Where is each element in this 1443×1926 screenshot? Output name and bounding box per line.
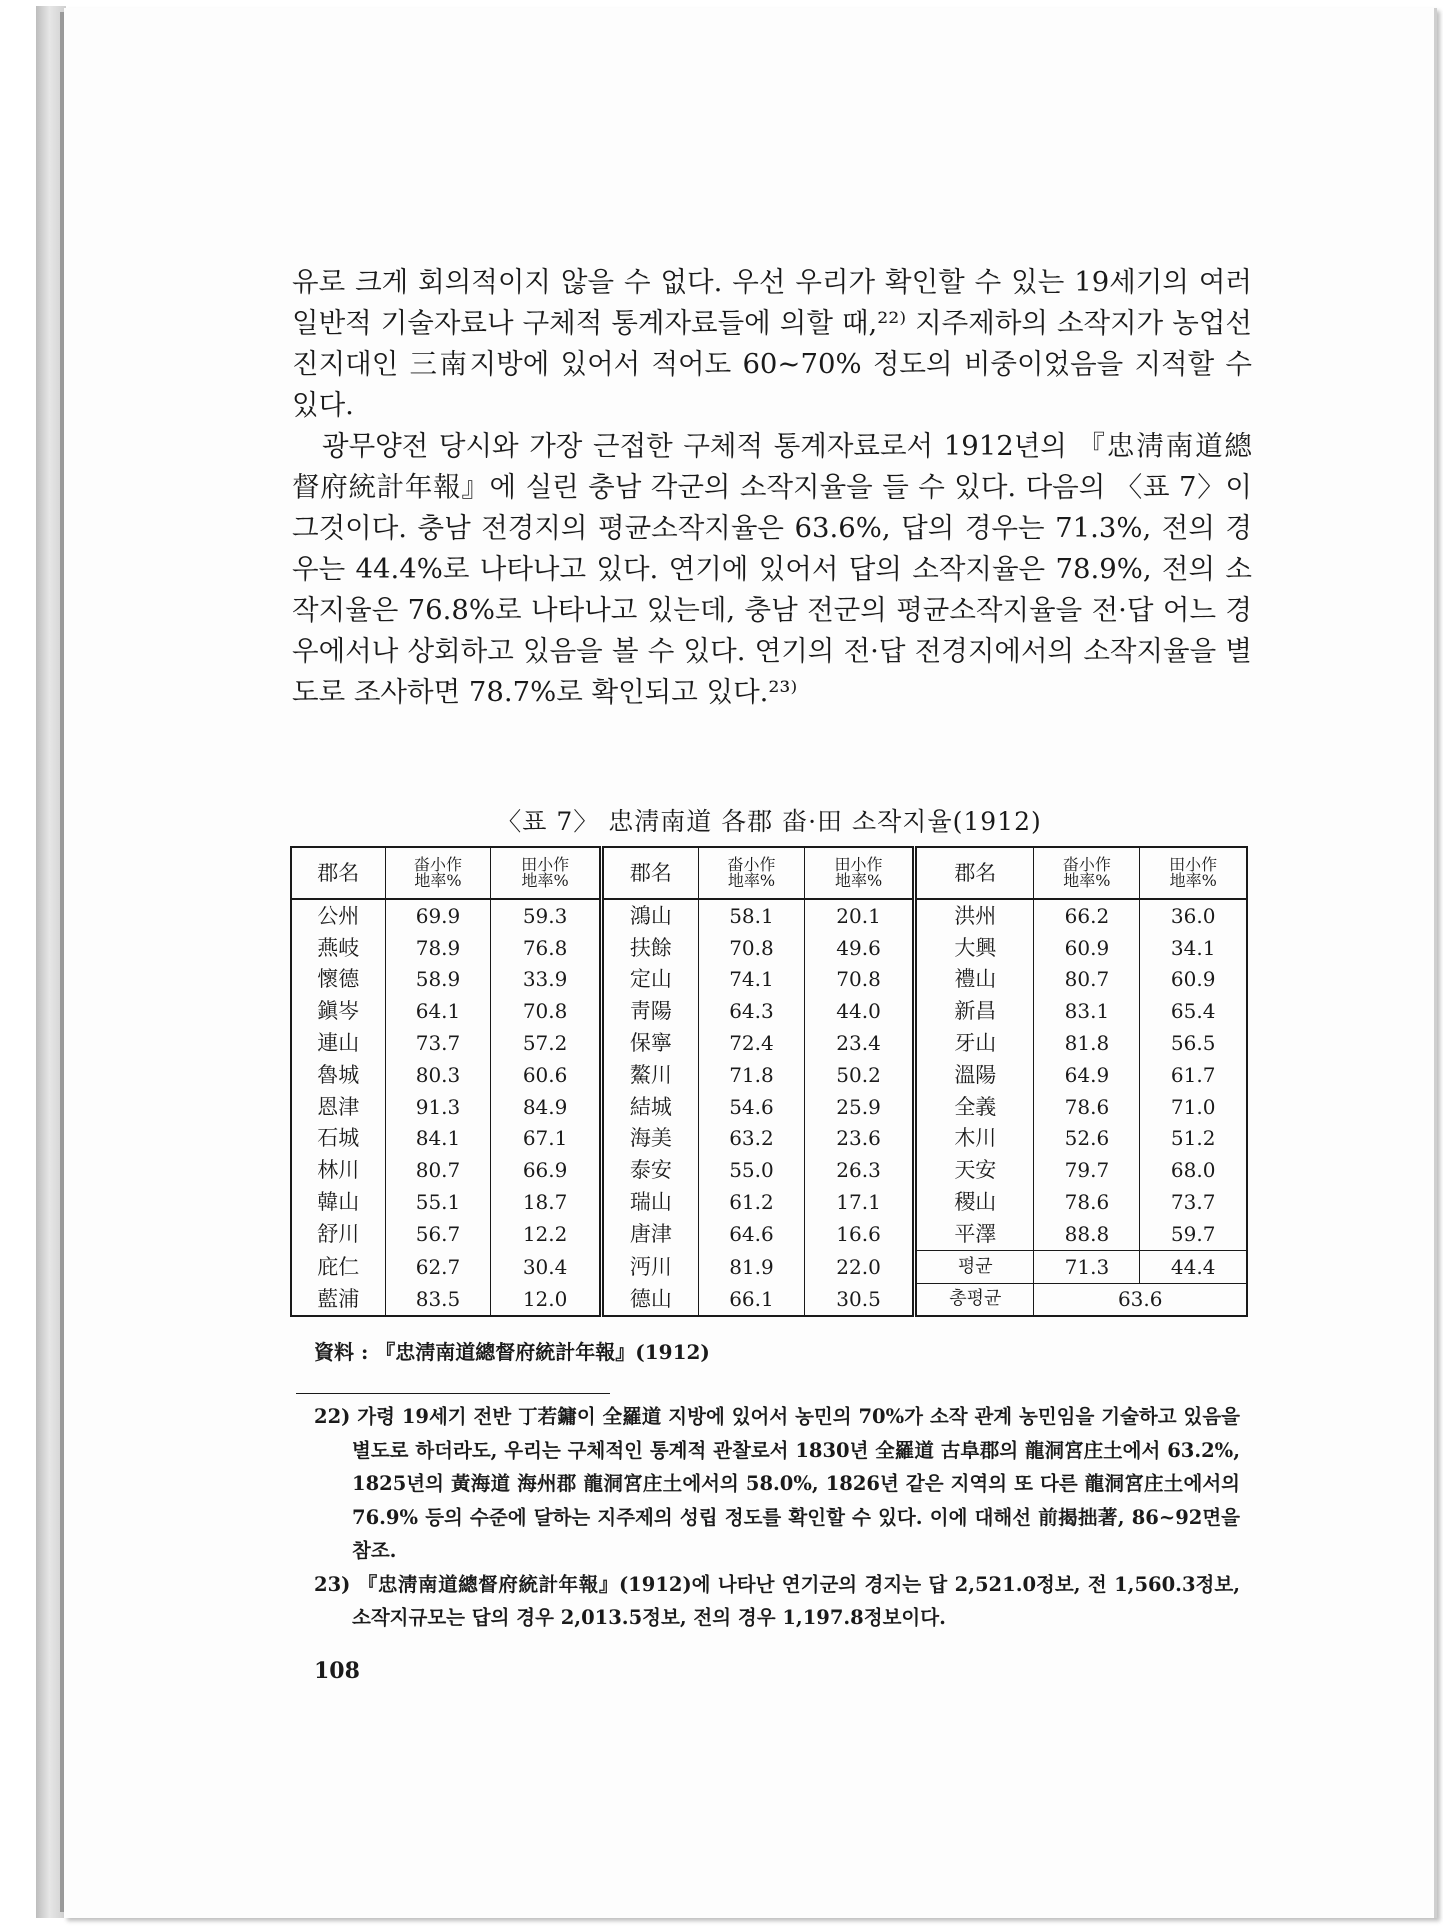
paddy-rate-cell: 66.2: [1034, 899, 1140, 932]
field-rate-cell: 20.1: [804, 899, 914, 932]
header-field-3: [1140, 847, 1247, 899]
county-cell: 舒川: [291, 1218, 385, 1250]
header-paddy-2-text: 畓小作 地率%: [727, 855, 776, 890]
field-rate-cell: 23.6: [804, 1123, 914, 1155]
paddy-rate-cell: 80.7: [1034, 964, 1140, 996]
field-rate-cell: 33.9: [491, 964, 601, 996]
table-row: [291, 932, 1247, 964]
table-row: [291, 1027, 1247, 1059]
paddy-rate-cell: 88.8: [1034, 1218, 1140, 1250]
table-row: [291, 964, 1247, 996]
county-cell: 扶餘: [601, 932, 698, 964]
county-cell: 鴻山: [601, 899, 698, 932]
county-cell: 鎭岑: [291, 995, 385, 1027]
field-rate-cell: 34.1: [1140, 932, 1247, 964]
county-cell: 海美: [601, 1123, 698, 1155]
county-cell: 鰲川: [601, 1059, 698, 1091]
table-row: [291, 1059, 1247, 1091]
header-field-1-text: 田小作 地率%: [521, 855, 570, 890]
field-rate-cell: 22.0: [804, 1250, 914, 1283]
county-cell: 燕岐: [291, 932, 385, 964]
header-paddy-3-text: 畓小作 地率%: [1062, 855, 1111, 890]
footnote-22: 22) 가령 19세기 전반 丁若鏞이 全羅道 지방에 있어서 농민의 70%가 소작 관계 농민임을 기술하고 있음을 별도로 하더라도, 우리는 구체적인 통계적 관찰로서 1830년 全羅道 古阜郡의 龍洞宮庄土에서 63.2%, 1825년의 黃海道 海州郡 龍洞宮庄土에서의 58.0%, 1826년 같은 지역의 또 다른 龍洞宮庄土에서의 76.9% 등의 수준에 달하는 지주제의 성립 정도를 확인할 수 있다. 이에 대해선 前揭拙著, 86~92면을 참조.: [314, 1405, 1240, 1562]
field-rate-cell: 36.0: [1140, 899, 1247, 932]
county-cell: 瑞山: [601, 1186, 698, 1218]
page-number: 108: [314, 1658, 360, 1684]
field-rate-cell: 60.9: [1140, 964, 1247, 996]
field-rate-cell: 25.9: [804, 1091, 914, 1123]
paddy-rate-cell: 83.5: [385, 1283, 491, 1316]
county-cell: 藍浦: [291, 1283, 385, 1316]
footnotes: [314, 1400, 1240, 1635]
field-rate-cell: 59.7: [1140, 1218, 1247, 1250]
paddy-rate-cell: 69.9: [385, 899, 491, 932]
paddy-rate-cell: 91.3: [385, 1091, 491, 1123]
field-rate-cell: 30.5: [804, 1283, 914, 1316]
paddy-rate-cell: 81.8: [1034, 1027, 1140, 1059]
paddy-rate-cell: 70.8: [698, 932, 804, 964]
total-average-cell: 63.6: [1034, 1283, 1247, 1316]
field-rate-cell: 49.6: [804, 932, 914, 964]
county-cell: 靑陽: [601, 995, 698, 1027]
paddy-rate-cell: 54.6: [698, 1091, 804, 1123]
paddy-rate-cell: 55.1: [385, 1186, 491, 1218]
paddy-rate-cell: 78.6: [1034, 1091, 1140, 1123]
county-cell: 新昌: [915, 995, 1034, 1027]
paddy-rate-cell: 61.2: [698, 1186, 804, 1218]
paddy-rate-cell: 52.6: [1034, 1123, 1140, 1155]
field-rate-cell: 67.1: [491, 1123, 601, 1155]
field-rate-cell: 59.3: [491, 899, 601, 932]
county-cell: 天安: [915, 1154, 1034, 1186]
header-county-1: 郡名: [291, 847, 385, 899]
paddy-rate-cell: 64.6: [698, 1218, 804, 1250]
paddy-rate-cell: 71.8: [698, 1059, 804, 1091]
field-rate-cell: 26.3: [804, 1154, 914, 1186]
field-rate-cell: 84.9: [491, 1091, 601, 1123]
total-average-label-cell: 총평균: [915, 1283, 1034, 1316]
paragraph-1: 유로 크게 회의적이지 않을 수 없다. 우선 우리가 확인할 수 있는 19세기의 여러 일반적 기술자료나 구체적 통계자료들에 의할 때,²²⁾ 지주제하의 소작지가 농업선진지대인 三南지방에 있어서 적어도 60~70% 정도의 비중이었음을 지적할 수 있다.: [292, 266, 1252, 421]
paddy-rate-cell: 64.1: [385, 995, 491, 1027]
table-row: [291, 1186, 1247, 1218]
body-text: [292, 262, 1252, 713]
table-row: [291, 1091, 1247, 1123]
field-rate-cell: 51.2: [1140, 1123, 1247, 1155]
tenancy-rate-table: [290, 846, 1248, 1317]
county-cell: 木川: [915, 1123, 1034, 1155]
paddy-rate-cell: 78.9: [385, 932, 491, 964]
header-paddy-1-text: 畓小作 地率%: [413, 855, 462, 890]
county-cell: 牙山: [915, 1027, 1034, 1059]
header-paddy-2: [698, 847, 804, 899]
header-field-1: [491, 847, 601, 899]
county-cell: 稷山: [915, 1186, 1034, 1218]
county-cell: 魯城: [291, 1059, 385, 1091]
header-county-2: 郡名: [601, 847, 698, 899]
paddy-rate-cell: 84.1: [385, 1123, 491, 1155]
header-paddy-1: [385, 847, 491, 899]
county-cell: 沔川: [601, 1250, 698, 1283]
footnote-23: 23) 『忠淸南道總督府統計年報』(1912)에 나타난 연기군의 경지는 답 2,521.0정보, 전 1,560.3정보, 소작지규모는 답의 경우 2,013.5정보, 전의 경우 1,197.8정보이다.: [314, 1572, 1240, 1629]
table-title: 〈표 7〉 忠淸南道 各郡 畓·田 소작지율(1912): [496, 807, 1042, 836]
table-row: [291, 995, 1247, 1027]
field-rate-cell: 56.5: [1140, 1027, 1247, 1059]
paddy-rate-cell: 66.1: [698, 1283, 804, 1316]
paddy-rate-cell: 58.1: [698, 899, 804, 932]
field-rate-cell: 12.2: [491, 1218, 601, 1250]
county-cell: 禮山: [915, 964, 1034, 996]
table-row: [291, 1123, 1247, 1155]
county-cell: 恩津: [291, 1091, 385, 1123]
county-cell: 唐津: [601, 1218, 698, 1250]
table-row: [291, 1218, 1247, 1250]
field-rate-cell: 16.6: [804, 1218, 914, 1250]
county-cell: 全義: [915, 1091, 1034, 1123]
footnote-divider: [296, 1393, 610, 1394]
county-cell: 庇仁: [291, 1250, 385, 1283]
county-cell: 公州: [291, 899, 385, 932]
paddy-rate-cell: 80.7: [385, 1154, 491, 1186]
county-cell: 韓山: [291, 1186, 385, 1218]
county-cell: 德山: [601, 1283, 698, 1316]
paddy-rate-cell: 83.1: [1034, 995, 1140, 1027]
paddy-rate-cell: 72.4: [698, 1027, 804, 1059]
paddy-rate-cell: 80.3: [385, 1059, 491, 1091]
paddy-rate-cell: 81.9: [698, 1250, 804, 1283]
paddy-rate-cell: 60.9: [1034, 932, 1140, 964]
field-rate-cell: 61.7: [1140, 1059, 1247, 1091]
field-rate-cell: 70.8: [491, 995, 601, 1027]
field-rate-cell: 18.7: [491, 1186, 601, 1218]
county-cell: 大興: [915, 932, 1034, 964]
field-rate-cell: 57.2: [491, 1027, 601, 1059]
paddy-rate-cell: 74.1: [698, 964, 804, 996]
field-rate-cell: 66.9: [491, 1154, 601, 1186]
field-rate-cell: 30.4: [491, 1250, 601, 1283]
paddy-rate-cell: 73.7: [385, 1027, 491, 1059]
table-source: 資料 : 『忠淸南道總督府統計年報』(1912): [314, 1340, 710, 1364]
paddy-rate-cell: 78.6: [1034, 1186, 1140, 1218]
header-county-3: 郡名: [915, 847, 1034, 899]
county-cell: 洪州: [915, 899, 1034, 932]
table-row: [291, 1250, 1247, 1283]
field-rate-cell: 50.2: [804, 1059, 914, 1091]
field-rate-cell: 68.0: [1140, 1154, 1247, 1186]
county-cell: 溫陽: [915, 1059, 1034, 1091]
field-rate-cell: 65.4: [1140, 995, 1247, 1027]
field-rate-cell: 70.8: [804, 964, 914, 996]
average-field-cell: 44.4: [1140, 1250, 1247, 1283]
county-cell: 懷德: [291, 964, 385, 996]
field-rate-cell: 23.4: [804, 1027, 914, 1059]
county-cell: 定山: [601, 964, 698, 996]
field-rate-cell: 17.1: [804, 1186, 914, 1218]
paddy-rate-cell: 56.7: [385, 1218, 491, 1250]
field-rate-cell: 60.6: [491, 1059, 601, 1091]
paddy-rate-cell: 62.7: [385, 1250, 491, 1283]
average-label-cell: 평균: [915, 1250, 1034, 1283]
header-field-2: [804, 847, 914, 899]
paddy-rate-cell: 64.3: [698, 995, 804, 1027]
county-cell: 保寧: [601, 1027, 698, 1059]
table-row: [291, 1154, 1247, 1186]
county-cell: 連山: [291, 1027, 385, 1059]
paddy-rate-cell: 63.2: [698, 1123, 804, 1155]
field-rate-cell: 76.8: [491, 932, 601, 964]
table-header-row: [291, 847, 1247, 899]
county-cell: 平澤: [915, 1218, 1034, 1250]
county-cell: 林川: [291, 1154, 385, 1186]
paragraph-2: 광무양전 당시와 가장 근접한 구체적 통계자료로서 1912년의 『忠淸南道總督府統計年報』에 실린 충남 각군의 소작지율을 들 수 있다. 다음의 〈표 7〉이 그것이다. 충남 전경지의 평균소작지율은 63.6%, 답의 경우는 71.3%, 전의 경우는 44.4%로 나타나고 있다. 연기에 있어서 답의 소작지율은 78.9%, 전의 소작지율은 76.8%로 나타나고 있는데, 충남 전군의 평균소작지율을 전·답 어느 경우에서나 상회하고 있음을 볼 수 있다. 연기의 전·답 전경지에서의 소작지율을 별도로 조사하면 78.7%로 확인되고 있다.²³⁾: [292, 430, 1252, 708]
paddy-rate-cell: 55.0: [698, 1154, 804, 1186]
county-cell: 結城: [601, 1091, 698, 1123]
field-rate-cell: 44.0: [804, 995, 914, 1027]
field-rate-cell: 71.0: [1140, 1091, 1247, 1123]
header-field-3-text: 田小作 地率%: [1169, 855, 1218, 890]
field-rate-cell: 73.7: [1140, 1186, 1247, 1218]
county-cell: 泰安: [601, 1154, 698, 1186]
county-cell: 石城: [291, 1123, 385, 1155]
table-row: [291, 1283, 1247, 1316]
table-row: [291, 899, 1247, 932]
paddy-rate-cell: 79.7: [1034, 1154, 1140, 1186]
header-field-2-text: 田小作 地率%: [834, 855, 883, 890]
header-paddy-3: [1034, 847, 1140, 899]
field-rate-cell: 12.0: [491, 1283, 601, 1316]
paddy-rate-cell: 58.9: [385, 964, 491, 996]
paddy-rate-cell: 64.9: [1034, 1059, 1140, 1091]
average-paddy-cell: 71.3: [1034, 1250, 1140, 1283]
